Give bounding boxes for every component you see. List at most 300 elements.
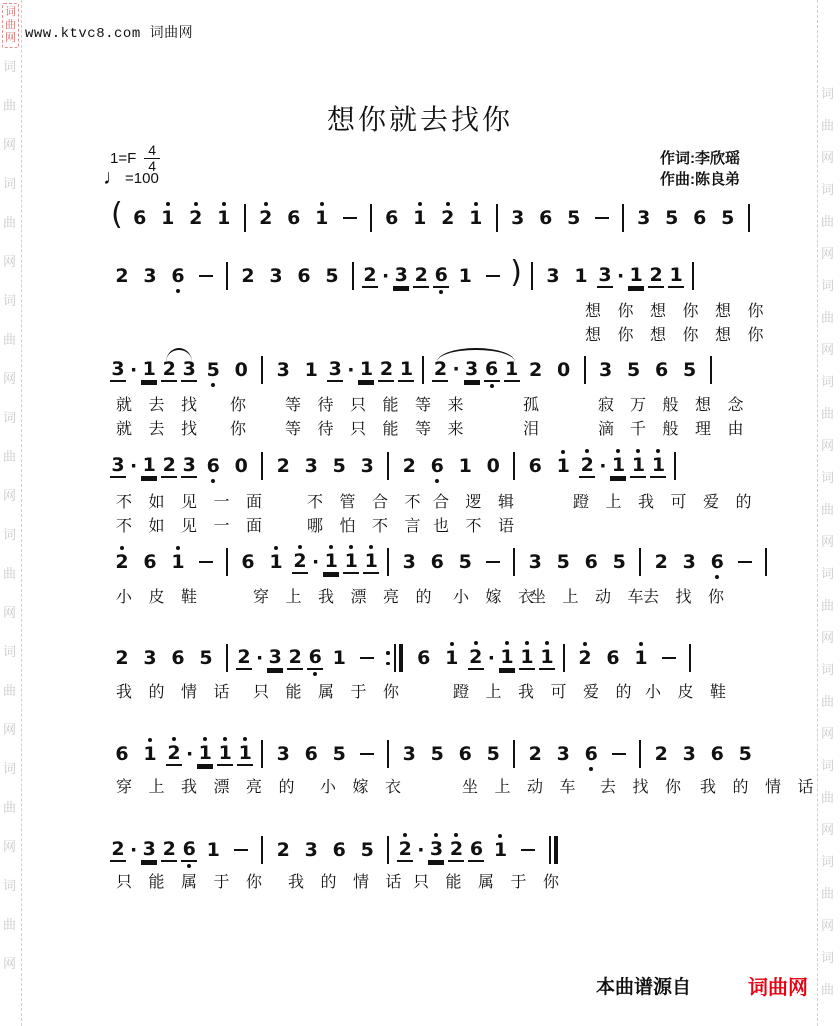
note [205,448,221,485]
site-url: www.ktvc8.com 词曲网 [25,26,194,42]
octave-dot-slot [605,669,621,677]
barline [554,836,558,864]
octave-dot-slot [538,229,554,237]
note-digit: 5 [627,358,641,381]
watermark-char: 词 [821,86,835,101]
note-digit: 6 [606,646,620,669]
site-logo-char: 词 [5,6,16,18]
octave-down-dot [176,289,180,293]
note [161,351,177,390]
octave-dot-slot [681,573,697,581]
octave-up-dot [166,202,170,206]
octave-dot-slot [681,765,697,773]
octave-dot-slot [484,382,500,390]
note-digit: 3 [182,357,196,380]
note [499,639,515,678]
octave-dot-slot [170,669,186,677]
octave-up-dot [454,833,458,837]
barline [513,452,515,480]
octave-up-dot [474,641,478,645]
note-digit: 3 [269,264,283,287]
watermark-char: 网 [821,342,835,357]
barline [710,356,712,384]
octave-dot-slot [185,765,194,773]
notes-row-5 [108,542,773,582]
note [527,448,543,485]
note [737,736,753,773]
octave-dot-slot [142,765,158,773]
time-signature-numerator: 4 [144,143,160,159]
augmentation-dot [129,448,138,485]
note-digit: 2 [402,454,416,477]
note [205,832,221,869]
watermark-char: 曲 [821,982,835,997]
octave-dot-slot [429,765,445,773]
note-digit: 1 [445,646,459,669]
watermark-char: 网 [3,956,17,971]
octave-up-dot [616,449,620,453]
note [331,640,347,677]
note-digit: 1 [611,453,626,476]
octave-dot-slot [161,382,177,390]
watermark-char: 曲 [3,332,17,347]
song-title: 想你就去找你 [326,105,513,136]
note [160,200,176,237]
barline [513,740,515,768]
octave-dot-slot [636,229,652,237]
final-barline [547,836,559,864]
octave-dot-slot [401,477,417,485]
note-digit: 6 [115,742,129,765]
note [236,639,252,678]
octave-dot-slot [457,573,473,581]
octave-dot-slot [464,351,480,359]
note-digit: 5 [612,550,626,573]
augmentation-dot [487,640,496,677]
time-signature-denominator: 4 [148,158,157,174]
octave-dot-slot [160,229,176,237]
octave-dot-slot [363,574,379,582]
octave-dot-slot [240,573,256,581]
octave-dot-slot [555,573,571,581]
octave-dot-slot [197,766,213,774]
note [610,447,626,486]
note-digit: 1 [344,549,358,572]
lyrics-row-8-1 [0,873,840,893]
lyrics-row-4-1 [0,493,840,513]
watermark-char: 曲 [821,790,835,805]
octave-dot-slot [303,861,319,869]
note-digit: 1 [458,264,472,287]
lyrics-row-6-1 [0,683,840,703]
octave-dot-slot [654,381,670,389]
note [504,351,520,390]
held-beat-dash [234,849,248,852]
watermark-char: 网 [821,246,835,261]
octave-dot-slot [311,573,320,581]
octave-down-dot [211,383,215,387]
held-beat-dash [199,561,213,564]
octave-up-dot [498,834,502,838]
barline [639,740,641,768]
octave-dot-slot [181,478,197,486]
note-digit: 6 [332,838,346,861]
watermark-char: 曲 [3,917,17,932]
note [170,258,186,295]
octave-dot-slot [519,670,535,678]
octave-down-dot [589,767,593,771]
lyric-segment: 穿上我漂亮的 [253,589,449,606]
note-digit: 2 [398,837,412,860]
rest-note [233,352,249,389]
barline [261,740,263,768]
watermark-char: 曲 [821,694,835,709]
barline [692,262,694,290]
octave-dot-slot [268,573,284,581]
watermark-char: 曲 [821,886,835,901]
repeat-dots [386,651,390,665]
notes-row-4 [108,446,682,486]
note-digit: 6 [485,357,499,380]
augmentation-dot-glyph: · [256,646,264,669]
note [519,639,535,678]
octave-dot-slot [166,766,182,774]
augmentation-dot [255,640,264,677]
augmentation-dot [185,736,194,773]
octave-dot-slot [416,669,432,677]
note [393,257,409,296]
octave-dot-slot [583,573,599,581]
octave-dot-slot [464,382,480,390]
lyric-segment: 就去找 [116,397,214,414]
note-digit: 5 [332,454,346,477]
octave-up-dot [525,641,529,645]
watermark-char: 曲 [3,566,17,581]
octave-dot-slot [484,351,500,359]
note [240,544,256,581]
note-digit: 5 [360,838,374,861]
watermark-char: 词 [821,182,835,197]
octave-down-dot [187,864,191,868]
note [170,544,186,581]
octave-up-dot [243,737,247,741]
octave-dot-slot [114,765,130,773]
tempo-value: =100 [125,169,159,187]
note [358,351,374,390]
octave-dot-slot [331,861,347,869]
note [267,639,283,678]
note-digit: 2 [111,837,125,860]
note [597,257,613,296]
note-digit: 2 [414,263,428,286]
note [653,736,669,773]
note-digit: 2 [189,206,203,229]
octave-up-dot [639,642,643,646]
octave-dot-slot [110,862,126,870]
lyric-segment: 寂 [598,397,631,414]
note [384,200,400,237]
lyric-segment: 孤 [523,397,556,414]
note-digit: 3 [276,742,290,765]
watermark-char: 网 [821,918,835,933]
augmentation-dot [451,351,460,390]
note [275,352,291,389]
octave-dot-slot [412,229,428,237]
note [692,200,708,237]
watermark-char: 词 [821,566,835,581]
note [401,544,417,581]
lyric-segment: 泪 [523,421,556,438]
augmentation-dot [346,352,355,389]
note-digit: 1 [332,646,346,669]
note [275,736,291,773]
note [664,200,680,237]
note-digit: 3 [465,357,479,380]
note-digit: 1 [315,206,329,229]
octave-up-dot [403,833,407,837]
watermark-char: 词 [821,950,835,965]
note-digit: 2 [654,550,668,573]
note [468,200,484,237]
note [114,258,130,295]
octave-dot-slot [579,478,595,486]
octave-dot-slot [499,670,515,678]
site-logo-char: 曲 [5,19,16,31]
augmentation-dot-glyph: · [130,454,138,477]
note [630,447,646,486]
note-digit: 3 [182,453,196,476]
lyrics-row-3-1 [0,396,840,416]
lyric-segment: 想你想你想你 [585,303,781,320]
note [429,736,445,773]
note [142,544,158,581]
note [566,200,582,237]
note-digit: 0 [234,358,248,381]
note [363,543,379,582]
note-digit: 5 [486,742,500,765]
octave-dot-slot [610,478,626,486]
lyric-segment: 只能属于你 [413,874,576,891]
note-digit: 2 [276,838,290,861]
octave-dot-slot [528,381,544,389]
note-digit: 2 [580,453,594,476]
barline [394,644,396,672]
octave-dot-slot [616,287,625,295]
note-digit: 1 [574,264,588,287]
watermark-char: 网 [821,150,835,165]
octave-dot-slot [555,477,571,485]
watermark-column-left [3,60,16,970]
note [573,258,589,295]
note-digit: 3 [276,358,290,381]
note-digit: 6 [693,206,707,229]
note [141,351,157,390]
note [583,736,599,773]
note-digit: 6 [655,358,669,381]
note-digit: 6 [584,742,598,765]
note-digit: 1 [493,838,508,861]
octave-dot-slot [468,229,484,237]
note-digit: 6 [385,206,399,229]
rest-note [485,448,501,485]
note-digit: 5 [206,358,220,381]
watermark-char: 曲 [3,449,17,464]
note-digit: 2 [276,454,290,477]
note-digit: 2 [162,357,176,380]
octave-dot-slot [216,229,232,237]
note [327,351,343,390]
lyric-segment: 我的情话 [116,684,247,701]
rest-note [556,352,572,389]
note [628,257,644,296]
lyric-segment: 就去找 [116,421,214,438]
watermark-char: 词 [3,176,17,191]
note [709,736,725,773]
note [240,258,256,295]
note [457,448,473,485]
note-digit: 2 [528,742,542,765]
octave-up-dot [274,546,278,550]
note [583,544,599,581]
note-digit: 2 [241,264,255,287]
note-digit: 1 [469,206,483,229]
octave-dot-slot [492,861,508,869]
watermark-char: 网 [821,726,835,741]
note-digit: 1 [634,646,648,669]
held-beat-dash [343,217,357,220]
octave-dot-slot [429,573,445,581]
note-digit: 5 [683,358,697,381]
octave-down-dot [211,479,215,483]
octave-dot-slot [129,861,138,869]
note [650,447,666,486]
note-digit: 3 [143,264,157,287]
lyric-segment: 小皮鞋 [645,684,743,701]
lyric-segment: 穿上我漂亮的 [116,779,312,796]
note-digit: 1 [505,357,519,380]
note-digit: 6 [182,837,196,860]
footer-source-label: 本曲谱源自 [596,977,692,998]
note [307,639,323,678]
notes-row-1 [108,198,756,238]
octave-dot-slot [709,765,725,773]
note-digit: 6 [417,646,431,669]
octave-up-dot [148,738,152,742]
note [555,544,571,581]
note-digit: 2 [363,263,377,286]
lyric-segment: 也不语 [433,518,531,535]
footer-site-link[interactable]: 词曲网 [748,977,808,999]
note [720,200,736,237]
octave-dot-slot [343,574,359,582]
watermark-char: 词 [821,758,835,773]
lyric-segment: 蹬上我可爱的 [573,494,769,511]
barline [261,452,263,480]
octave-dot-slot [267,670,283,678]
octave-dot-slot [205,861,221,869]
note-digit: 5 [199,646,213,669]
octave-up-dot [223,737,227,741]
octave-dot-slot [577,669,593,677]
lyrics-row-4-2 [0,517,840,537]
note [555,448,571,485]
lyric-segment: 千般理由 [630,421,761,438]
barline [387,548,389,576]
note [359,448,375,485]
octave-dot-slot [141,478,157,486]
lyric-segment: 你 [230,421,263,438]
barline [370,204,372,232]
note-digit: 1 [500,645,514,668]
note [468,831,484,870]
octave-dot-slot [384,229,400,237]
octave-dot-slot [132,229,148,237]
note [440,200,456,237]
note-digit: 5 [721,206,735,229]
note-digit: 1 [324,549,338,572]
octave-dot-slot [598,381,614,389]
lyric-segment: 万般想念 [630,397,761,414]
note-digit: 3 [111,357,125,380]
augmentation-dot-glyph: · [417,838,425,861]
octave-dot-slot [556,381,572,389]
octave-dot-slot [737,765,753,773]
watermark-char: 曲 [3,683,17,698]
note [579,447,595,486]
note [484,351,500,390]
barline [689,644,691,672]
octave-dot-slot [303,765,319,773]
slur-group [159,351,199,390]
note [268,258,284,295]
slur-group [430,351,521,390]
octave-dot-slot [398,382,414,390]
note [378,351,394,390]
note [170,640,186,677]
octave-dot-slot [142,287,158,295]
note-digit: 0 [486,454,500,477]
lyric-segment: 小嫁衣 [320,779,418,796]
note-digit: 2 [649,263,663,286]
note-digit: 1 [143,742,157,765]
octave-dot-slot [181,862,197,870]
octave-dot-slot [440,229,456,237]
note-digit: 2 [441,206,455,229]
octave-dot-slot [448,862,464,870]
lyric-segment: 不如见一面 [116,494,279,511]
lyrics-row-5-1 [0,588,840,608]
credits [660,148,740,190]
note [397,831,413,870]
octave-up-dot [474,202,478,206]
watermark-char: 曲 [821,406,835,421]
note [681,544,697,581]
note [412,200,428,237]
lyric-segment: 去找你 [600,779,698,796]
note-digit: 3 [511,206,525,229]
note-digit: 3 [268,645,282,668]
barline [622,204,624,232]
octave-dot-slot [233,381,249,389]
note [142,640,158,677]
note [668,257,684,296]
note-digit: 6 [469,837,484,860]
held-beat-dash [595,217,609,220]
octave-up-dot [369,545,373,549]
note-digit: 3 [304,454,318,477]
quarter-note-icon: ♩ [103,166,124,189]
note [709,544,725,581]
